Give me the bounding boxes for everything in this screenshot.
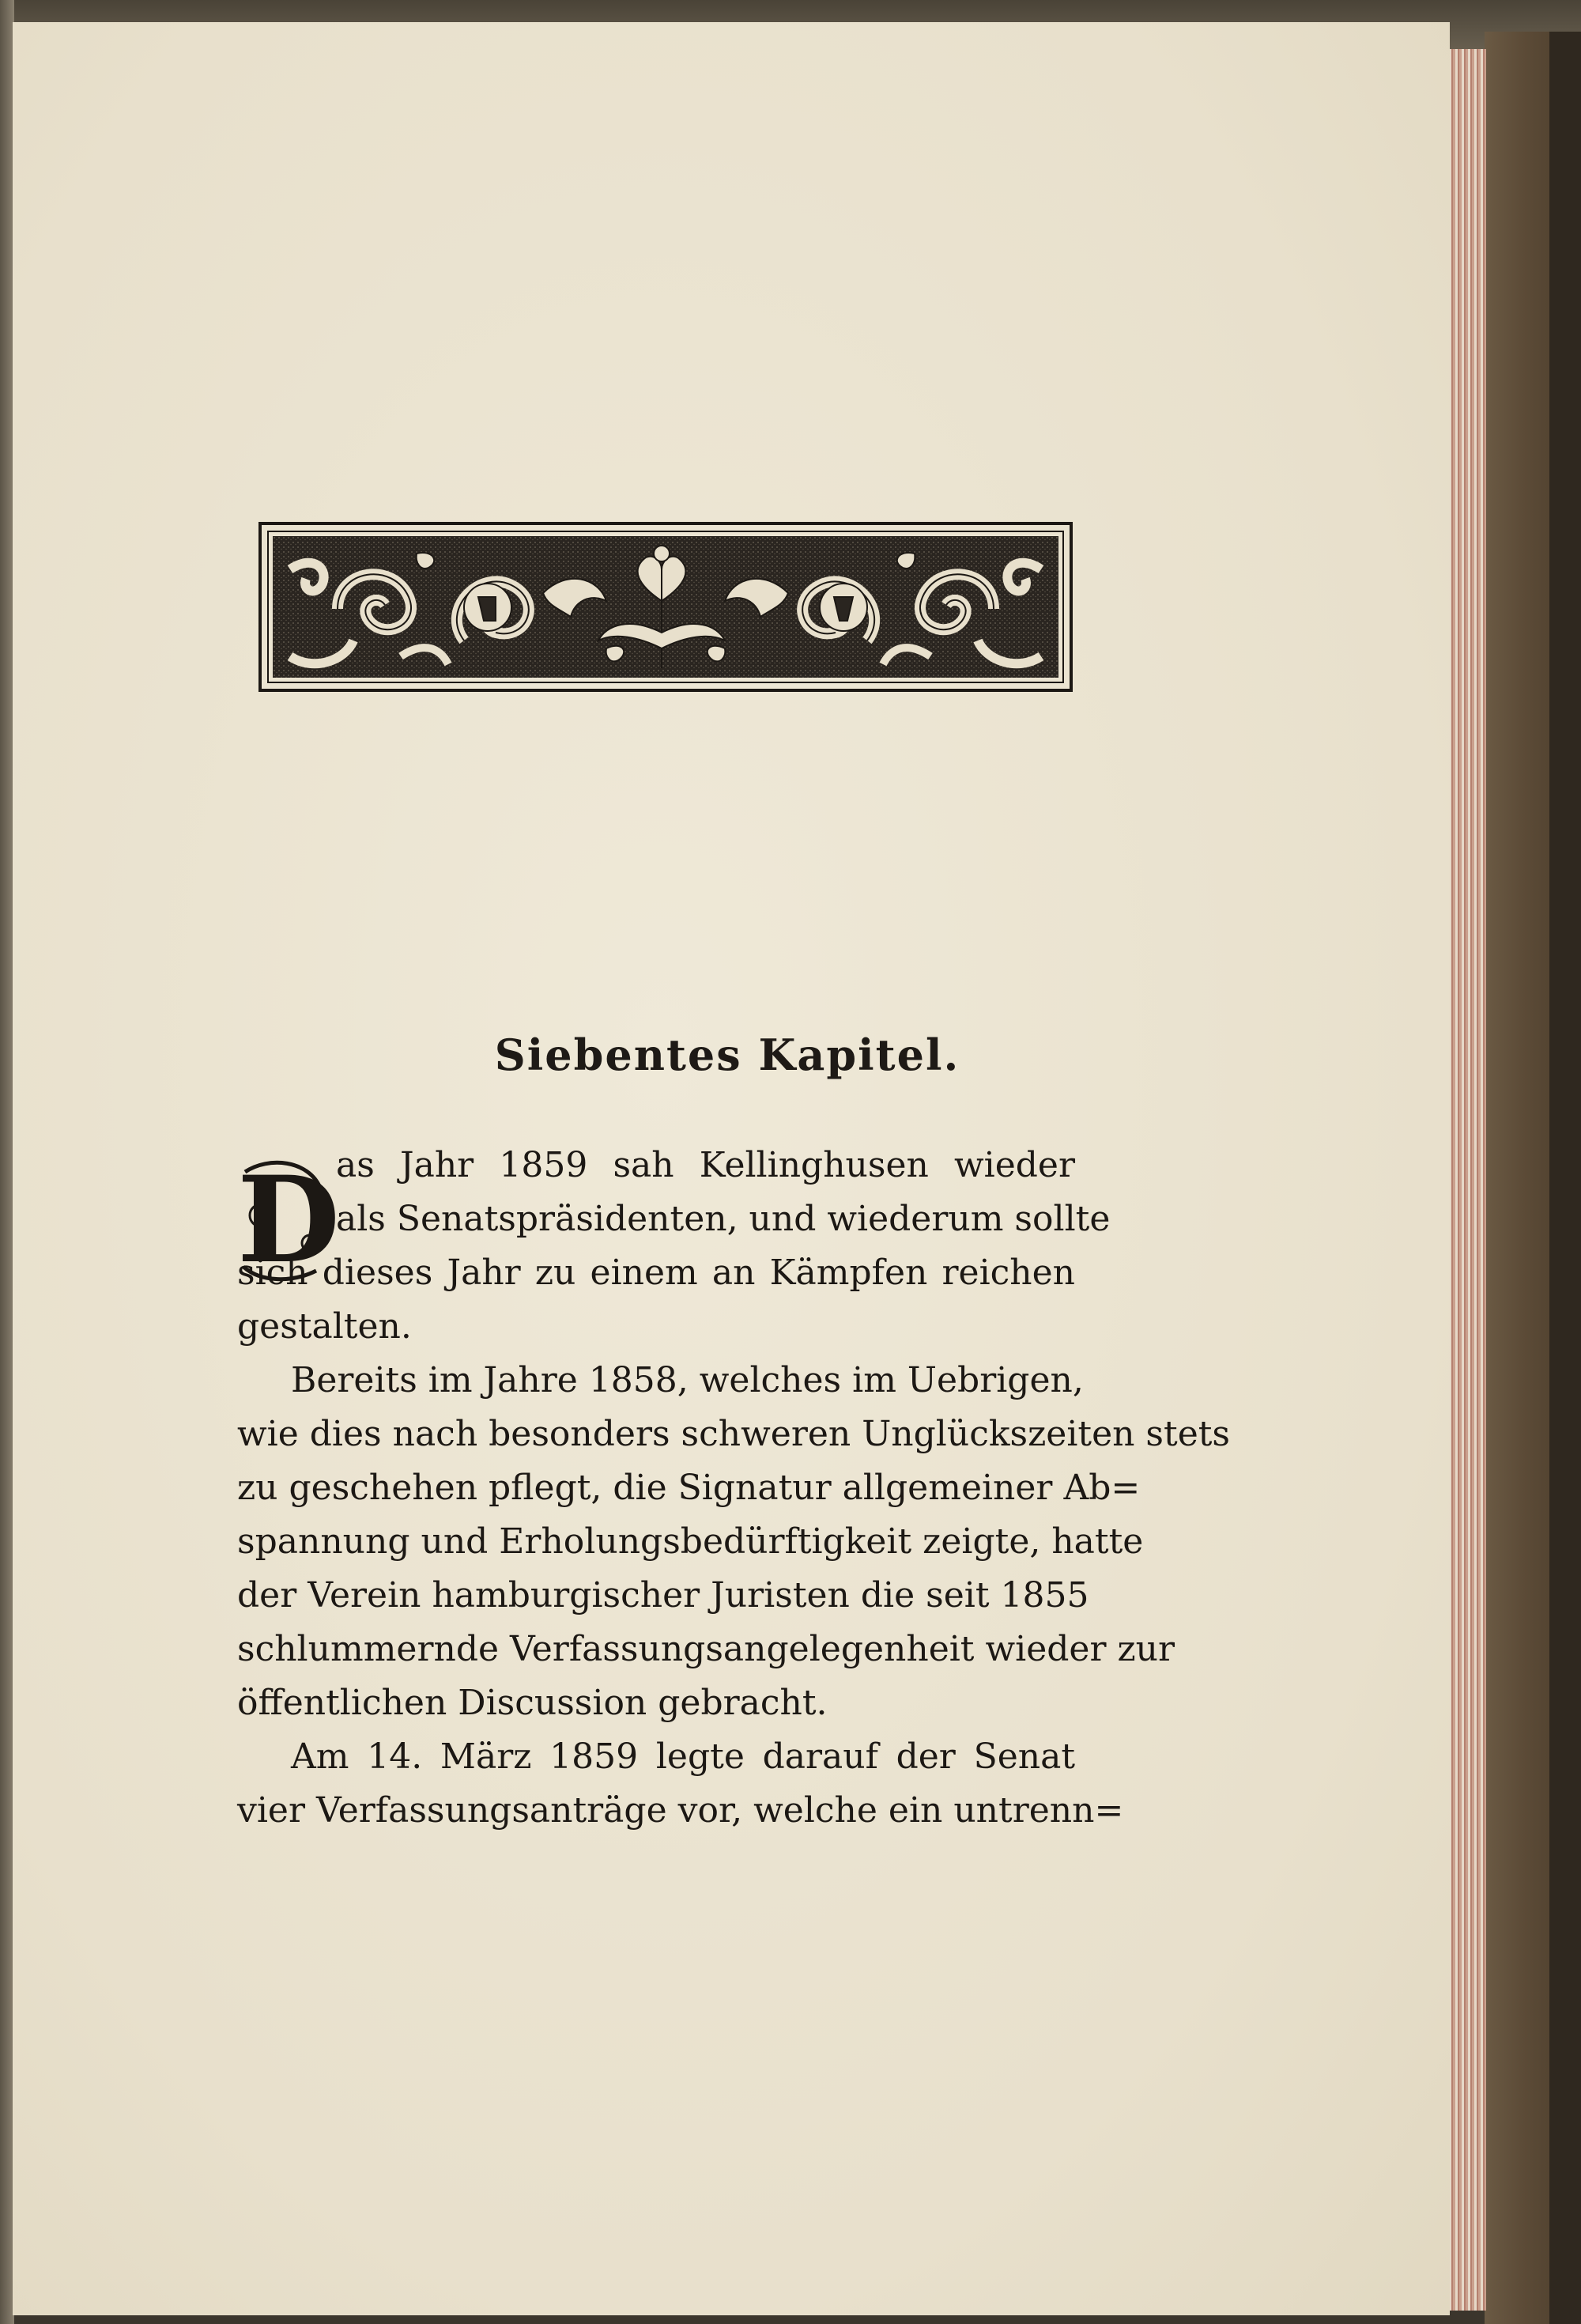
text-line: spannung und Erholungsbedürftigkeit zeigte, hatte xyxy=(237,1521,1144,1562)
drop-cap-letter: D xyxy=(237,1151,341,1290)
body-text xyxy=(237,1139,1230,1838)
text-line: sich dieses Jahr zu einem an Kämpfen reichen xyxy=(237,1253,1075,1293)
paragraph-3 xyxy=(237,1730,1124,1838)
text-line: Am 14. März 1859 legte darauf der Senat xyxy=(291,1736,1075,1777)
paragraph-1 xyxy=(237,1139,1111,1354)
chapter-title xyxy=(0,1030,1581,1080)
chapter-title-text: Siebentes Kapitel. xyxy=(494,1030,960,1080)
text-line: schlummernde Verfassungsangelegenheit wieder zur xyxy=(237,1629,1175,1669)
text-line: gestalten. xyxy=(237,1306,412,1347)
text-line: öffentlichen Discussion gebracht. xyxy=(237,1683,828,1723)
book-cover-shadow xyxy=(1549,32,1581,2324)
ornament-headpiece xyxy=(258,522,1073,692)
text-line: wie dies nach besonders schweren Unglückszeiten stets xyxy=(237,1414,1230,1454)
text-line: der Verein hamburgischer Juristen die seit 1855 xyxy=(237,1575,1089,1615)
text-line: as Jahr 1859 sah Kellinghusen wieder xyxy=(336,1145,1075,1185)
text-line: als Senatspräsidenten, und wiederum sollte xyxy=(336,1199,1111,1239)
page-edges xyxy=(1447,49,1486,2311)
text-line: vier Verfassungsanträge vor, welche ein untrenn= xyxy=(237,1790,1124,1831)
text-line: Bereits im Jahre 1858, welches im Uebrigen, xyxy=(291,1360,1084,1400)
text-line: zu geschehen pflegt, die Signatur allgemeiner Ab= xyxy=(237,1468,1141,1508)
paragraph-2 xyxy=(237,1354,1230,1730)
